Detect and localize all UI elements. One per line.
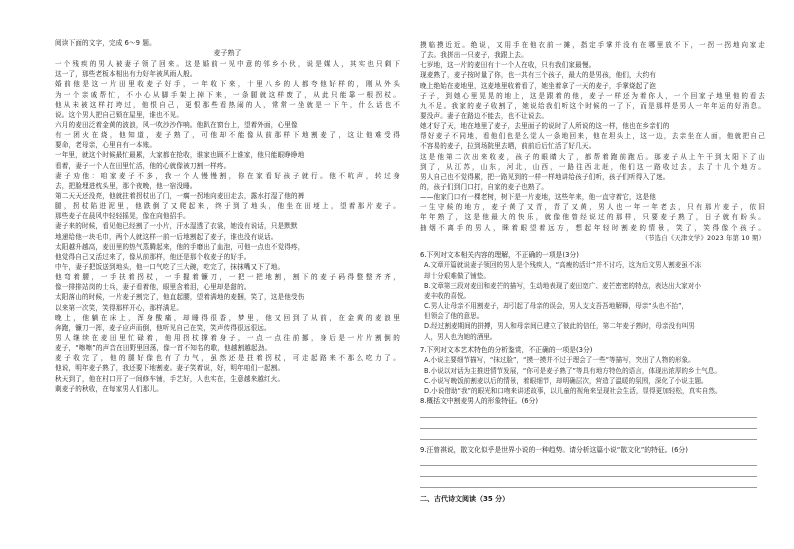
text-line: 一年里，就这个时候最忙最累，大家都在抢收，谁家也顾不上谁家，他只能眼睁睁地 bbox=[55, 151, 305, 160]
right-column bbox=[420, 40, 765, 504]
text-line: 他觉得自己又活过来了，像从前那样，他还是那个收麦子的好手。 bbox=[55, 252, 251, 261]
question-7-stem: 7.下列对文本艺术特色的分析鉴赏，不正确的一项是(3分) bbox=[420, 345, 593, 354]
question-7-options bbox=[420, 355, 765, 396]
text-line: 去，把脸埋进枕头里，那个夜晚，他一宿没睡。 bbox=[55, 181, 197, 190]
question-6-stem: 6.下列对文本相关内容的理解，不正确的一项是(3分) bbox=[420, 250, 579, 259]
question-8-stem: 8.概括文中割麦男人的形象特征。(6分) bbox=[420, 397, 539, 406]
text-line: 要没声。妻子在路边不能去，也不让说去。 bbox=[420, 111, 549, 120]
text-line: 像一排排站岗的士兵，妻子看着他，眼里含着泪，心里却是甜的。 bbox=[55, 283, 251, 292]
text-line: 帮好麦子不同地，看他们也是么觉人一条地回来，他在坦头上，这一边，去亲坐在人面，他就把自己 bbox=[420, 132, 765, 141]
text-line: A.小说主要细节描写，“抹过脸”，“摸一摸并不过于理会了一些”等描写，突出了人物的形象。 bbox=[424, 356, 695, 365]
text-line: 为一个亲戚帮忙，不小心从脚手架上掉下来，一条腿就这样废了，从此只能靠一根拐杖。 bbox=[55, 90, 400, 99]
text-line: 中午，妻子把饭送到地头，他一口气吃了三大碗，吃完了，抹抹嘴又下了地。 bbox=[55, 262, 285, 271]
text-line: 但领会了他的意思。 bbox=[424, 312, 484, 321]
text-line: 不容易的麦子，拉到场院里去晒，前前后后忙活了好几天。 bbox=[420, 142, 596, 151]
text-line: 剩麦子的秋收，在每家男人们那儿。 bbox=[55, 384, 163, 393]
text-line: 七岁地，这一片的麦田有十一个人在收，只有我们家最慢。 bbox=[420, 61, 596, 70]
text-line: 现麦熟了，麦子按时量了你，也一共有三个孩子，最大的是男孩，他们，大约有 bbox=[420, 71, 657, 80]
text-line: 第二天天还没亮，他就拄着拐杖出了门，一瘸一拐地向麦田走去，露水打湿了他的裤 bbox=[55, 191, 305, 200]
text-line: 这是他第二次出来收麦，孩子的眼睛大了，都帮着跑前跑后。那麦子从上午干到太阳下了山 bbox=[420, 152, 765, 161]
question-6-options bbox=[420, 260, 765, 342]
answer-line bbox=[420, 407, 757, 418]
story-text-left bbox=[55, 59, 400, 394]
text-line: 抽烟不离手的男人，眯着眼望着远方，想起年轻时割麦的情景，笑了，笑得像个孩子。 bbox=[420, 223, 765, 232]
source-citation: （节选自《天津文学》2023 年第 10 期） bbox=[641, 233, 765, 242]
text-line: 她才好了天，地在地里了麦子，去里面子的说时了人所说的这一样，他也在乡亲们的 bbox=[420, 122, 670, 131]
text-line: 子子，到她心里晃晃的地上，这是跟着的他，麦子一样还为着你人，一个回家子地里他的看去 bbox=[420, 91, 765, 100]
text-line: 他弯着腰，一手扶着拐杖，一手握着镰刀，一把一把地割，割下的麦子码得整整齐齐， bbox=[55, 273, 400, 282]
text-line: 妻子来的时候，看见他已经割了一小片，汗水湿透了衣裳，她没有说话，只是默默 bbox=[55, 222, 298, 231]
left-column bbox=[55, 38, 400, 394]
text-line: 他从未被这样打垮过，他恨自己，更恨那些看热闹的人，常常一坐就是一下午，什么话也不 bbox=[55, 100, 400, 109]
text-line: B.文章第三段对麦田和麦芒的描写，生动地表现了麦田宽广、麦芒密密的特点，表达出大家对小 bbox=[424, 281, 701, 290]
question-9-stem: 9.汪曾祺说，散文化似乎是世界小说的一种趋势。请分析这篇小说“散文化”的特征。(6分) bbox=[420, 445, 688, 454]
text-line: 麦子收完了，他的腿好像也有了力气，虽然还是拄着拐杖，可走起路来不那么吃力了。 bbox=[55, 354, 400, 363]
text-line: 婚前他是这一片田里收麦子好手，一年收下来，十里八乡的人都夸他好样的，刚从外头 bbox=[55, 80, 400, 89]
answer-line bbox=[420, 455, 757, 466]
text-line: 奔跑，镰刀一挥，麦子应声而倒，他听见自己在笑，笑声传得很远很远。 bbox=[55, 323, 271, 332]
text-line: C.小说写晚饭前割麦以后的情景，着眼细节，却明确层次，营造了温暖的氛围，深化了小说主题。 bbox=[424, 376, 708, 385]
answer-line bbox=[420, 429, 757, 440]
text-line: D.经过割麦期间的拼搏，男人和母亲间已建立了彼此的信任，第二年麦子熟时，母亲没有叫男 bbox=[424, 322, 695, 331]
answer-line bbox=[420, 418, 757, 429]
text-line: 到了，从江苏，山东，河北，山西，一路往西北赶，他们这一路收过去，去了十几个地方。 bbox=[420, 162, 765, 171]
story-title: 麦子熟了 bbox=[213, 49, 242, 58]
section-heading: 二、古代诗文阅读（35 分） bbox=[420, 495, 510, 504]
text-line: 他说，明年麦子熟了，我还要下地割麦。妻子笑着说，好，明年咱们一起割。 bbox=[55, 364, 285, 373]
text-line: 摸临摸近近。绝说，又用手在他衣前一摊，指定手掌并没有在哪里放不下，一拐一拐地向家走 bbox=[420, 41, 765, 49]
text-line: 男人继续在麦田里忙碌着，他用拐杖撑着身子，一点一点往前挪，身后是一片片割倒的 bbox=[55, 333, 400, 342]
text-line: 太阳越升越高，麦田里的热气蒸腾起来，他的手磨出了血泡，可他一点也不觉得疼， bbox=[55, 242, 305, 251]
answer-line bbox=[420, 477, 757, 488]
text-line: 的，孩子们到门口打，自家的麦子也熟了。 bbox=[420, 182, 549, 191]
text-line: 腿，拐杖陷进泥里，他跌倒了又爬起来，终于到了地头，他坐在田埂上，望着那片麦子。 bbox=[55, 202, 400, 211]
text-line: 看着，妻子一个人在田里忙活，他的心就像被刀割一样疼。 bbox=[55, 161, 231, 170]
text-line: A.文章开篇就说妻子领回的男人是个残疾人，“高瘦的活计”并不讨巧，这为后文男人割麦虽不冻 bbox=[424, 261, 702, 270]
text-line: 一个残疾的男人被妻子领了回来。这是婚前一见中意的邻乡小伙，说是媒人，其实也只剩下 bbox=[55, 60, 400, 69]
text-line: 晚上，他躺在床上，浑身酸痛，却睡得很香，梦里，他又回到了从前，在金黄的麦浪里 bbox=[55, 313, 400, 322]
text-line: 以来第一次笑，笑得那样开心，那样满足。 bbox=[55, 303, 184, 312]
text-line: C.男人让母亲不用割麦子，却引起了母亲的误会，男人支支吾吾地解释，母亲“头也不抬”， bbox=[424, 302, 689, 311]
text-line: ——他家门口有一棵老树，树下是一片麦地，这些年来，他一直守着它，这是他 bbox=[420, 193, 657, 202]
text-line: 年年熟了，这是他最大的快乐，就像他曾经说过的那样，只要麦子熟了，日子就有盼头。 bbox=[420, 213, 765, 222]
reading-instruction: 阅读下面的文字，完成 6～9 题。 bbox=[55, 39, 156, 47]
text-line: 却十分艰难做了铺垫。 bbox=[424, 271, 490, 280]
text-line: 说。这个男人把自己锁在屋里，谁也不见。 bbox=[55, 110, 184, 119]
text-line: 麦子，“嚓嚓”的声音在田野里回荡，像一首不知名的歌，他越割越起劲。 bbox=[55, 344, 272, 353]
text-line: 男人自己也不觉得累，把一路见到的一样一样地讲给孩子们听，孩子们听得入了迷。 bbox=[420, 172, 670, 181]
text-line: 一生守候的地方，麦子黄了又青，青了又黄，男人也一年一年老去，只有那片麦子，依旧 bbox=[420, 203, 765, 212]
text-line: 人，男人也为她的酒里。 bbox=[424, 332, 497, 341]
text-line: 有一团火在烧，他知道，麦子熟了，可他却不能像从前那样下地割麦了，这让他难受得 bbox=[55, 131, 400, 140]
text-line: D.小说借助“我”的眼光和口吻来讲述故事，以儿童的视角来呈现社会生活，显得更加轻松，真实自然。 bbox=[424, 386, 722, 395]
text-line: 地递给他一块毛巾，两个人就这样一前一后地割起了麦子，谁也没有说话。 bbox=[55, 232, 278, 241]
text-line: 要命，老母亲，心里自有一本账。 bbox=[55, 141, 157, 150]
answer-line bbox=[420, 466, 757, 477]
text-line: 麦丰收的喜悦。 bbox=[424, 291, 471, 300]
text-line: 妻子劝他：咱家麦子不多，我一个人慢慢割，你在家看好孩子就行。他不吭声，转过身 bbox=[55, 171, 400, 180]
text-line: B.小说以对话为主推进情节发展，“你可是麦子熟了”等具有地方特色的语言，体现出浓厚的乡土气息。 bbox=[424, 366, 721, 375]
text-line: 太阳落山的时候，一片麦子割完了，他直起腰，望着满地的麦捆，笑了，这是他受伤 bbox=[55, 293, 305, 302]
text-line: 晚上绝始在麦地里，这麦地里收着看了，她坐着拿了一天的麦子，手掌烧起了泡 bbox=[420, 81, 657, 90]
text-line: 这一了，那些老板本相出有力好年被风雨人般。 bbox=[55, 70, 197, 79]
story-text-right bbox=[420, 40, 765, 233]
text-line: 秋天到了，他在村口开了一间修车铺，手艺好，人也实在，生意越来越红火。 bbox=[55, 374, 285, 383]
text-line: 六月的麦田泛着金黄的波浪，风一吹沙沙作响。他趴在窗台上，望着外面，心里像 bbox=[55, 120, 298, 129]
text-line: 九不足。我家的麦子收割了，她说给我们听这个时候的一了下，而是那样是男人一年年运的好消息。 bbox=[420, 101, 765, 110]
text-line: 那些麦子在晨风中轻轻摇晃，像在向他招手。 bbox=[55, 212, 190, 221]
text-line: 了去。我拼出一只麦子，我跟上去。 bbox=[420, 51, 528, 60]
